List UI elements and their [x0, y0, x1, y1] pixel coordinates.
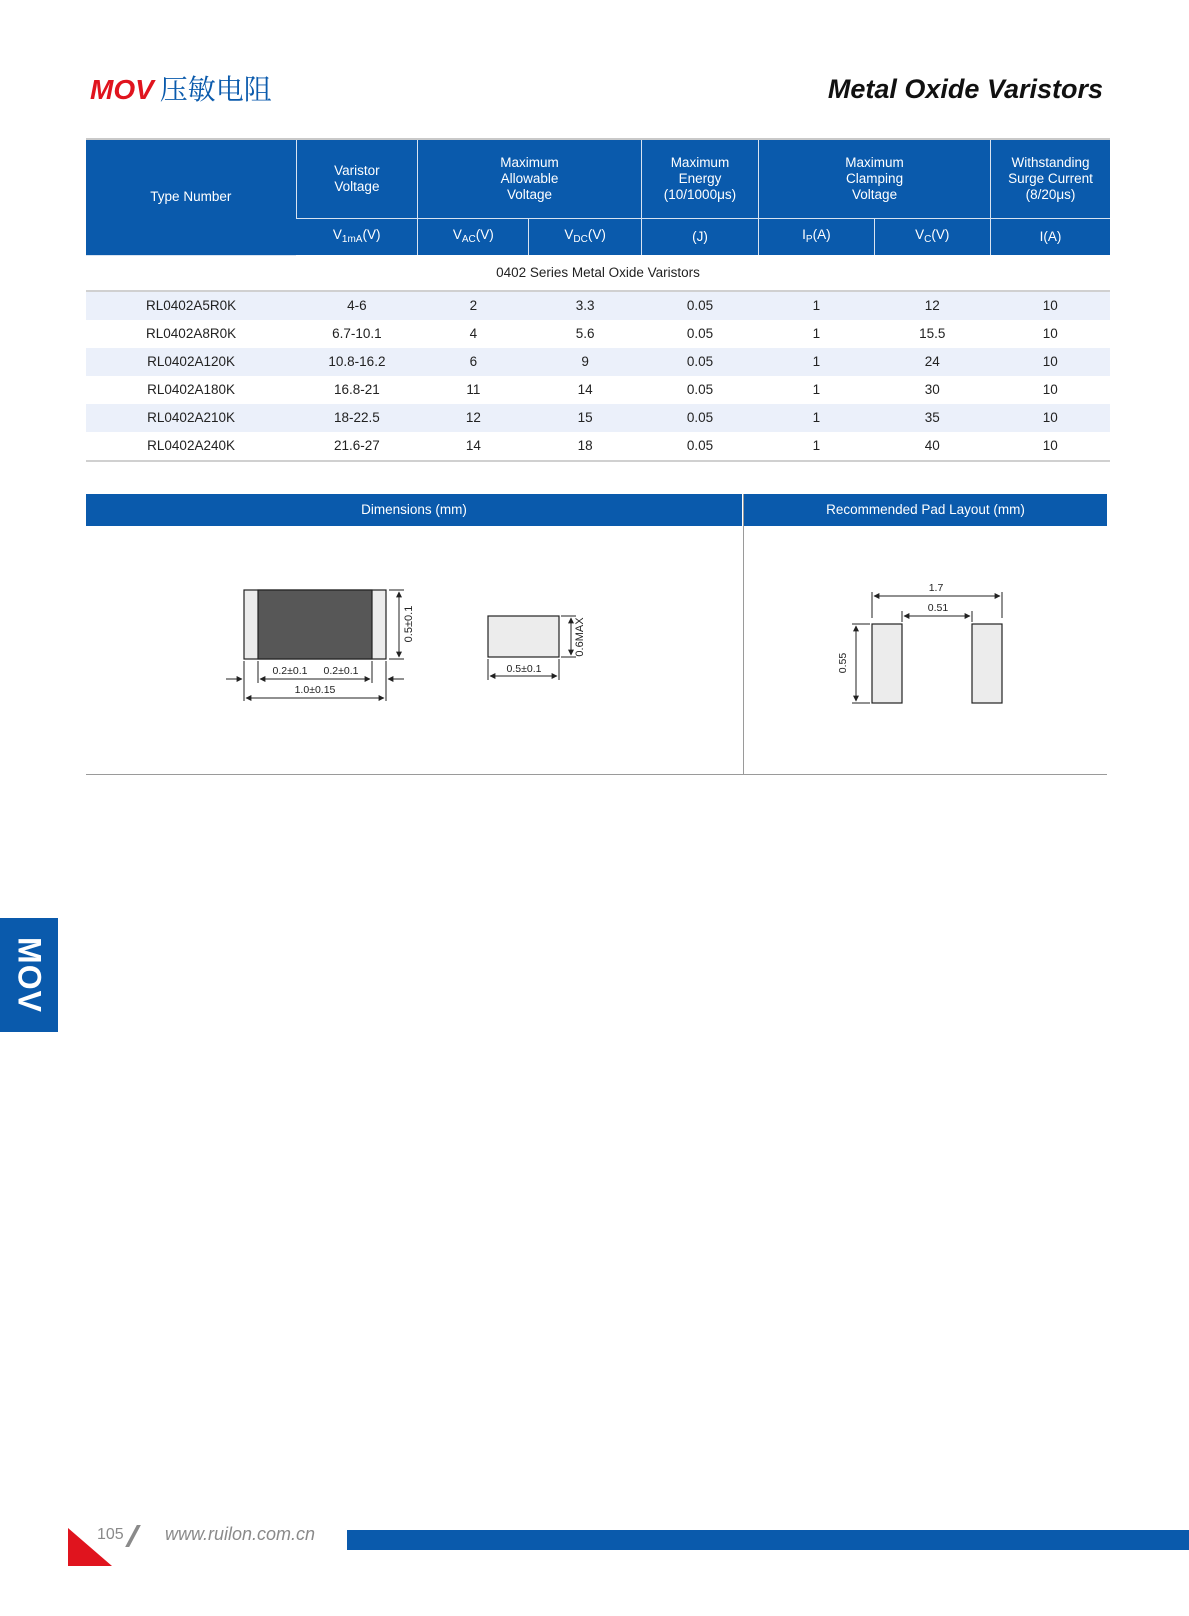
unit-energy: (J) — [641, 219, 758, 256]
unit-surge: I(A) — [990, 219, 1110, 256]
cell-type: RL0402A8R0K — [146, 326, 237, 341]
table-row — [86, 348, 1110, 376]
cell-v1ma: 6.7-10.1 — [332, 326, 382, 341]
header-line: Voltage — [852, 187, 898, 202]
cell-vc: 40 — [874, 432, 990, 461]
length-label: 1.0±0.15 — [294, 684, 336, 696]
pad-layout-title: Recommended Pad Layout (mm) — [744, 494, 1107, 526]
drawing-panel — [86, 494, 1107, 775]
cell-surge: 10 — [1042, 382, 1058, 397]
cell-v1ma: 18-22.5 — [296, 404, 418, 432]
thickness-label: 0.6MAX — [574, 617, 586, 657]
pad-left — [872, 624, 902, 703]
header-line: Clamping — [846, 171, 904, 186]
category-title — [90, 68, 272, 108]
cell-surge: 10 — [990, 432, 1110, 461]
table-row — [86, 291, 1110, 320]
header-withstanding-surge — [990, 139, 1110, 219]
cell-ip: 1 — [759, 291, 874, 320]
header-line: Maximum — [500, 155, 559, 170]
cell-v1ma: 4-6 — [296, 291, 418, 320]
cell-ip: 1 — [812, 382, 821, 397]
spec-table — [86, 138, 1110, 462]
cell-type: RL0402A180K — [147, 382, 235, 397]
unit-v1ma: $V_{1mA}(V)$ — [296, 219, 418, 256]
cell-surge: 10 — [990, 404, 1110, 432]
cell-ip: 1 — [759, 348, 874, 376]
header-type-number: Type Number — [86, 139, 296, 255]
header-line: Voltage — [334, 179, 380, 194]
pad-right — [972, 624, 1002, 703]
cell-surge: 10 — [990, 291, 1110, 320]
header-line: Maximum — [670, 155, 730, 170]
header-line: Energy — [678, 171, 722, 186]
header-max-energy — [641, 139, 758, 219]
cell-type: RL0402A120K — [86, 348, 296, 376]
header-line: Varistor — [334, 163, 380, 178]
cell-surge: 10 — [1042, 326, 1058, 341]
table-row — [86, 404, 1110, 432]
cell-vdc: 14 — [577, 382, 593, 397]
cell-vac: 14 — [418, 432, 529, 461]
header-line: Surge Current — [1008, 171, 1093, 186]
unit-vc: $V_C(V)$ — [874, 219, 990, 256]
unit-vdc: $V_{DC}(V)$ — [529, 219, 641, 256]
footer-url: www.ruilon.com.cn — [165, 1524, 316, 1544]
cell-vac: 11 — [466, 382, 481, 397]
termination-right-label: 0.2±0.1 — [323, 665, 359, 677]
header-max-allowable-voltage — [418, 139, 642, 219]
cell-energy: 0.05 — [641, 404, 758, 432]
cell-vac: 2 — [418, 291, 529, 320]
cell-v1ma: 16.8-21 — [334, 382, 380, 397]
cell-vdc: 15 — [529, 404, 641, 432]
cell-vdc: 5.6 — [575, 326, 595, 341]
cell-energy: 0.05 — [686, 326, 714, 341]
unit-ip: $I_P(A)$ — [759, 219, 874, 256]
cell-energy: 0.05 — [641, 291, 758, 320]
outer-width-label: 1.7 — [928, 582, 944, 594]
cell-v1ma: 21.6-27 — [296, 432, 418, 461]
cell-surge: 10 — [990, 348, 1110, 376]
table-row — [86, 432, 1110, 461]
pad-layout-drawing — [837, 582, 1002, 703]
cell-type: RL0402A240K — [86, 432, 296, 461]
cell-vc: 12 — [874, 291, 990, 320]
cell-vc: 24 — [874, 348, 990, 376]
category-abbrev: MOV — [90, 74, 154, 105]
width-label: 0.5±0.1 — [506, 663, 542, 675]
chip-side-body — [488, 616, 559, 657]
side-section-tab — [0, 918, 58, 1032]
category-chinese-name: 压敏电阻 — [159, 73, 272, 106]
cell-ip: 1 — [812, 326, 821, 341]
footer-slash — [125, 1525, 141, 1547]
gap-label: 0.51 — [927, 602, 949, 614]
cell-energy: 0.05 — [686, 382, 714, 397]
header-line: (8/20μs) — [1025, 187, 1076, 202]
cell-vdc: 18 — [529, 432, 641, 461]
cell-vc: 35 — [874, 404, 990, 432]
header-line: Allowable — [500, 171, 559, 186]
pad-height-label: 0.55 — [837, 652, 849, 674]
cell-vac: 4 — [469, 326, 478, 341]
technical-drawing — [86, 494, 1107, 774]
page-number: 105 — [97, 1526, 124, 1543]
header-line: Maximum — [845, 155, 904, 170]
cell-vac: 12 — [418, 404, 529, 432]
cell-energy: 0.05 — [641, 348, 758, 376]
cell-vac: 6 — [418, 348, 529, 376]
cell-ip: 1 — [759, 404, 874, 432]
cell-vdc: 3.3 — [529, 291, 641, 320]
table-row — [86, 320, 1110, 348]
series-title: 0402 Series Metal Oxide Varistors — [86, 255, 1110, 291]
cell-v1ma: 10.8-16.2 — [296, 348, 418, 376]
cell-energy: 0.05 — [641, 432, 758, 461]
cell-type: RL0402A5R0K — [86, 291, 296, 320]
header-line: Withstanding — [1011, 155, 1090, 170]
table-row — [86, 376, 1110, 404]
cell-type: RL0402A210K — [86, 404, 296, 432]
header-line: Voltage — [506, 187, 552, 202]
height-label: 0.5±0.1 — [403, 605, 415, 643]
chip-front-view — [226, 590, 415, 701]
cell-vdc: 9 — [529, 348, 641, 376]
cell-vc: 30 — [924, 382, 940, 397]
cell-vc: 15.5 — [919, 326, 946, 341]
header-line: (10/1000μs) — [663, 187, 737, 202]
termination-left-label: 0.2±0.1 — [272, 665, 308, 677]
header-max-clamping-voltage — [759, 139, 991, 219]
unit-vac: $V_{AC}(V)$ — [418, 219, 529, 256]
side-tab-label: MOV — [11, 937, 48, 1013]
footer-blue-bar — [347, 1530, 1189, 1550]
header-varistor-voltage — [296, 139, 418, 219]
chip-side-view — [488, 616, 586, 680]
dimensions-title: Dimensions (mm) — [86, 494, 742, 526]
page-title: Metal Oxide Varistors — [827, 74, 1103, 104]
cell-ip: 1 — [759, 432, 874, 461]
chip-resistive-element — [258, 590, 372, 659]
